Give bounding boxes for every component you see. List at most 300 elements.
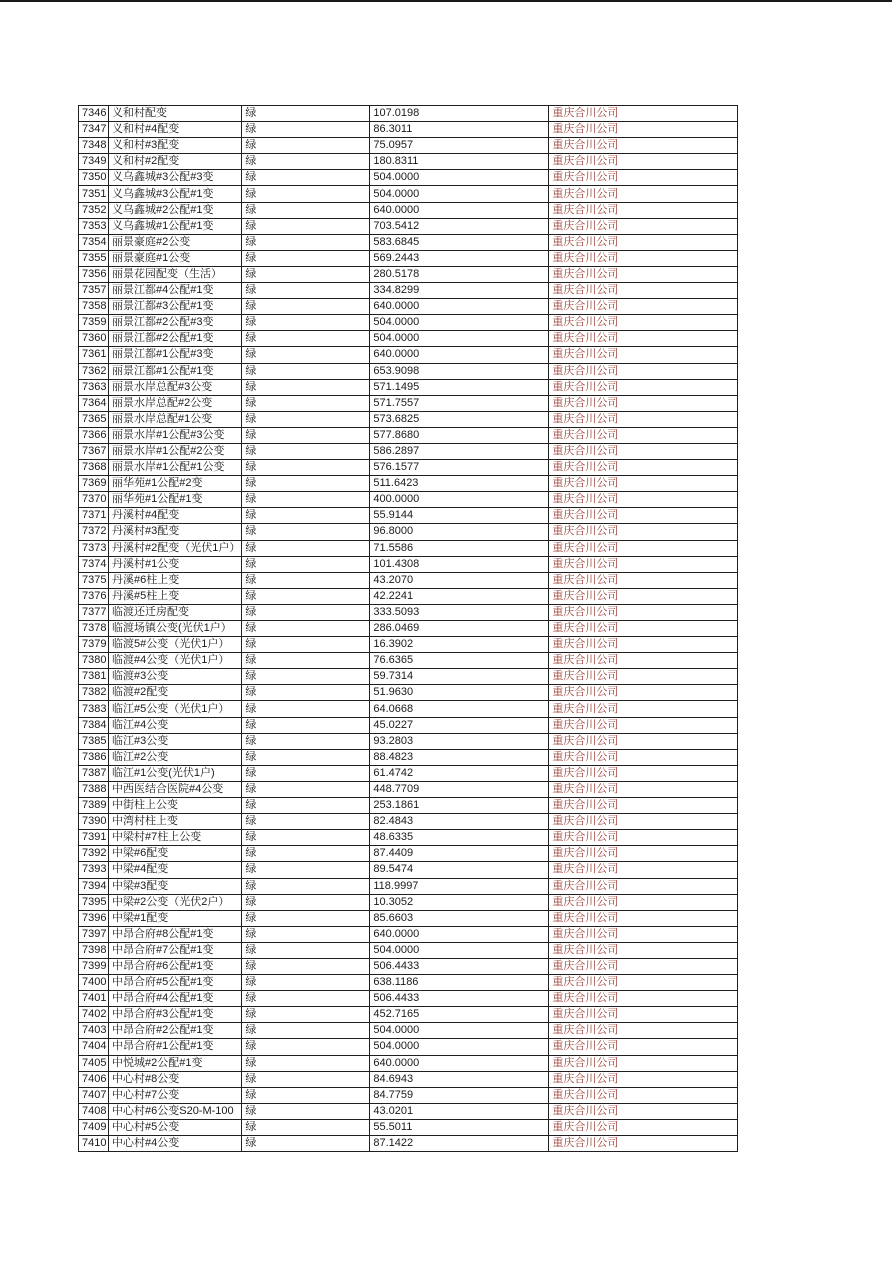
cell-status: 绿	[242, 476, 370, 492]
cell-status: 绿	[242, 604, 370, 620]
cell-status: 绿	[242, 347, 370, 363]
cell-value: 71.5586	[370, 540, 549, 556]
cell-name: 临江#2公变	[109, 749, 242, 765]
cell-name: 义乌鑫城#3公配#3变	[109, 170, 242, 186]
table-row	[79, 798, 738, 814]
cell-name: 中心村#6公变S20-M-100	[109, 1103, 242, 1119]
cell-company: 重庆合川公司	[549, 476, 738, 492]
table-row	[79, 942, 738, 958]
cell-status: 绿	[242, 926, 370, 942]
cell-value: 506.4433	[370, 991, 549, 1007]
table-row	[79, 894, 738, 910]
cell-row-id: 7369	[79, 476, 109, 492]
cell-name: 丽景江都#3公配#1变	[109, 299, 242, 315]
cell-value: 87.1422	[370, 1136, 549, 1152]
cell-row-id: 7390	[79, 814, 109, 830]
cell-status: 绿	[242, 942, 370, 958]
cell-row-id: 7356	[79, 266, 109, 282]
cell-name: 中昂合府#7公配#1变	[109, 942, 242, 958]
cell-value: 280.5178	[370, 266, 549, 282]
cell-row-id: 7349	[79, 154, 109, 170]
cell-status: 绿	[242, 1023, 370, 1039]
cell-row-id: 7363	[79, 379, 109, 395]
cell-name: 中梁#6配变	[109, 846, 242, 862]
cell-company: 重庆合川公司	[549, 685, 738, 701]
cell-name: 丽景江都#2公配#3变	[109, 315, 242, 331]
cell-value: 586.2897	[370, 443, 549, 459]
cell-name: 中心村#4公变	[109, 1136, 242, 1152]
cell-row-id: 7360	[79, 331, 109, 347]
cell-status: 绿	[242, 122, 370, 138]
cell-status: 绿	[242, 460, 370, 476]
cell-row-id: 7408	[79, 1103, 109, 1119]
table-row	[79, 830, 738, 846]
table-row	[79, 299, 738, 315]
cell-value: 43.0201	[370, 1103, 549, 1119]
cell-name: 临江#5公变（光伏1户）	[109, 701, 242, 717]
table-row	[79, 476, 738, 492]
table-row	[79, 331, 738, 347]
table-row	[79, 975, 738, 991]
cell-value: 569.2443	[370, 250, 549, 266]
table-row	[79, 1087, 738, 1103]
cell-value: 96.8000	[370, 524, 549, 540]
cell-row-id: 7394	[79, 878, 109, 894]
cell-value: 10.3052	[370, 894, 549, 910]
cell-company: 重庆合川公司	[549, 604, 738, 620]
cell-company: 重庆合川公司	[549, 1103, 738, 1119]
cell-value: 59.7314	[370, 669, 549, 685]
cell-status: 绿	[242, 717, 370, 733]
table-row	[79, 1039, 738, 1055]
table-row	[79, 878, 738, 894]
cell-company: 重庆合川公司	[549, 283, 738, 299]
cell-row-id: 7403	[79, 1023, 109, 1039]
cell-status: 绿	[242, 749, 370, 765]
transformer-table	[78, 105, 738, 1152]
cell-name: 义乌鑫城#3公配#1变	[109, 186, 242, 202]
cell-name: 丽景水岸#1公配#2公变	[109, 443, 242, 459]
cell-company: 重庆合川公司	[549, 202, 738, 218]
cell-status: 绿	[242, 524, 370, 540]
cell-company: 重庆合川公司	[549, 556, 738, 572]
table-row	[79, 363, 738, 379]
cell-row-id: 7364	[79, 395, 109, 411]
cell-status: 绿	[242, 154, 370, 170]
cell-value: 87.4409	[370, 846, 549, 862]
cell-row-id: 7353	[79, 218, 109, 234]
cell-row-id: 7389	[79, 798, 109, 814]
table-row	[79, 250, 738, 266]
cell-name: 丽景江都#4公配#1变	[109, 283, 242, 299]
cell-name: 丹溪村#1公变	[109, 556, 242, 572]
cell-company: 重庆合川公司	[549, 588, 738, 604]
cell-value: 48.6335	[370, 830, 549, 846]
cell-status: 绿	[242, 798, 370, 814]
cell-company: 重庆合川公司	[549, 186, 738, 202]
cell-status: 绿	[242, 315, 370, 331]
cell-value: 504.0000	[370, 942, 549, 958]
table-row	[79, 733, 738, 749]
table-row	[79, 170, 738, 186]
cell-value: 452.7165	[370, 1007, 549, 1023]
cell-name: 中心村#5公变	[109, 1119, 242, 1135]
cell-name: 义和村配变	[109, 106, 242, 122]
cell-value: 88.4823	[370, 749, 549, 765]
table-row	[79, 315, 738, 331]
cell-value: 334.8299	[370, 283, 549, 299]
cell-status: 绿	[242, 846, 370, 862]
cell-company: 重庆合川公司	[549, 218, 738, 234]
cell-name: 义和村#3配变	[109, 138, 242, 154]
cell-value: 640.0000	[370, 202, 549, 218]
cell-company: 重庆合川公司	[549, 347, 738, 363]
cell-company: 重庆合川公司	[549, 846, 738, 862]
cell-name: 丽景江都#2公配#1变	[109, 331, 242, 347]
cell-value: 84.7759	[370, 1087, 549, 1103]
cell-value: 101.4308	[370, 556, 549, 572]
cell-name: 中昂合府#5公配#1变	[109, 975, 242, 991]
cell-company: 重庆合川公司	[549, 878, 738, 894]
cell-name: 中梁#2公变（光伏2户）	[109, 894, 242, 910]
cell-row-id: 7410	[79, 1136, 109, 1152]
cell-status: 绿	[242, 1071, 370, 1087]
cell-status: 绿	[242, 202, 370, 218]
cell-company: 重庆合川公司	[549, 1136, 738, 1152]
table-row	[79, 106, 738, 122]
table-row	[79, 1136, 738, 1152]
cell-name: 丽华苑#1公配#1变	[109, 492, 242, 508]
cell-value: 16.3902	[370, 637, 549, 653]
cell-name: 丽景豪庭#1公变	[109, 250, 242, 266]
cell-name: 丽景水岸总配#3公变	[109, 379, 242, 395]
cell-company: 重庆合川公司	[549, 621, 738, 637]
cell-value: 448.7709	[370, 781, 549, 797]
cell-name: 丽景江都#1公配#1变	[109, 363, 242, 379]
cell-row-id: 7358	[79, 299, 109, 315]
cell-row-id: 7379	[79, 637, 109, 653]
cell-row-id: 7388	[79, 781, 109, 797]
cell-value: 504.0000	[370, 170, 549, 186]
cell-name: 临江#4公变	[109, 717, 242, 733]
cell-company: 重庆合川公司	[549, 717, 738, 733]
cell-value: 75.0957	[370, 138, 549, 154]
table-row	[79, 427, 738, 443]
cell-company: 重庆合川公司	[549, 975, 738, 991]
cell-name: 中昂合府#2公配#1变	[109, 1023, 242, 1039]
cell-value: 640.0000	[370, 1055, 549, 1071]
cell-name: 丽景水岸#1公配#1公变	[109, 460, 242, 476]
table-row	[79, 781, 738, 797]
cell-status: 绿	[242, 621, 370, 637]
cell-status: 绿	[242, 186, 370, 202]
cell-value: 180.8311	[370, 154, 549, 170]
cell-company: 重庆合川公司	[549, 701, 738, 717]
cell-company: 重庆合川公司	[549, 894, 738, 910]
cell-name: 中昂合府#3公配#1变	[109, 1007, 242, 1023]
cell-status: 绿	[242, 910, 370, 926]
cell-company: 重庆合川公司	[549, 1055, 738, 1071]
cell-value: 64.0668	[370, 701, 549, 717]
cell-status: 绿	[242, 508, 370, 524]
cell-row-id: 7407	[79, 1087, 109, 1103]
table-row	[79, 186, 738, 202]
cell-status: 绿	[242, 814, 370, 830]
cell-row-id: 7375	[79, 572, 109, 588]
cell-company: 重庆合川公司	[549, 395, 738, 411]
cell-name: 中梁#1配变	[109, 910, 242, 926]
table-row	[79, 508, 738, 524]
cell-company: 重庆合川公司	[549, 379, 738, 395]
cell-row-id: 7380	[79, 653, 109, 669]
cell-value: 577.8680	[370, 427, 549, 443]
cell-value: 86.3011	[370, 122, 549, 138]
cell-value: 571.1495	[370, 379, 549, 395]
cell-company: 重庆合川公司	[549, 669, 738, 685]
cell-name: 丹溪村#2配变（光伏1户）	[109, 540, 242, 556]
cell-row-id: 7361	[79, 347, 109, 363]
cell-row-id: 7395	[79, 894, 109, 910]
cell-name: 临渡#2配变	[109, 685, 242, 701]
cell-company: 重庆合川公司	[549, 798, 738, 814]
table-row	[79, 411, 738, 427]
table-row	[79, 347, 738, 363]
cell-row-id: 7382	[79, 685, 109, 701]
cell-status: 绿	[242, 283, 370, 299]
table-row	[79, 717, 738, 733]
table-row	[79, 653, 738, 669]
cell-status: 绿	[242, 443, 370, 459]
cell-row-id: 7378	[79, 621, 109, 637]
cell-status: 绿	[242, 331, 370, 347]
cell-status: 绿	[242, 733, 370, 749]
cell-company: 重庆合川公司	[549, 572, 738, 588]
cell-company: 重庆合川公司	[549, 1087, 738, 1103]
cell-value: 640.0000	[370, 926, 549, 942]
table-row	[79, 283, 738, 299]
cell-value: 504.0000	[370, 315, 549, 331]
cell-row-id: 7392	[79, 846, 109, 862]
cell-status: 绿	[242, 266, 370, 282]
cell-value: 576.1577	[370, 460, 549, 476]
cell-status: 绿	[242, 572, 370, 588]
cell-name: 临江#1公变(光伏1户)	[109, 765, 242, 781]
cell-name: 中街柱上公变	[109, 798, 242, 814]
cell-status: 绿	[242, 765, 370, 781]
cell-status: 绿	[242, 234, 370, 250]
cell-row-id: 7385	[79, 733, 109, 749]
cell-row-id: 7383	[79, 701, 109, 717]
cell-name: 中湾村柱上变	[109, 814, 242, 830]
cell-row-id: 7365	[79, 411, 109, 427]
table-row	[79, 991, 738, 1007]
cell-row-id: 7376	[79, 588, 109, 604]
table-row	[79, 701, 738, 717]
cell-row-id: 7352	[79, 202, 109, 218]
cell-row-id: 7367	[79, 443, 109, 459]
cell-status: 绿	[242, 138, 370, 154]
cell-status: 绿	[242, 637, 370, 653]
table-row	[79, 1007, 738, 1023]
table-row	[79, 556, 738, 572]
table-row	[79, 524, 738, 540]
cell-value: 571.7557	[370, 395, 549, 411]
cell-value: 42.2241	[370, 588, 549, 604]
table-row	[79, 1055, 738, 1071]
cell-name: 义乌鑫城#1公配#1变	[109, 218, 242, 234]
cell-row-id: 7401	[79, 991, 109, 1007]
cell-status: 绿	[242, 427, 370, 443]
cell-status: 绿	[242, 106, 370, 122]
cell-name: 中梁#4配变	[109, 862, 242, 878]
cell-company: 重庆合川公司	[549, 427, 738, 443]
cell-status: 绿	[242, 781, 370, 797]
cell-row-id: 7396	[79, 910, 109, 926]
cell-company: 重庆合川公司	[549, 942, 738, 958]
cell-company: 重庆合川公司	[549, 234, 738, 250]
cell-status: 绿	[242, 653, 370, 669]
cell-row-id: 7406	[79, 1071, 109, 1087]
cell-company: 重庆合川公司	[549, 492, 738, 508]
cell-company: 重庆合川公司	[549, 1119, 738, 1135]
cell-value: 286.0469	[370, 621, 549, 637]
cell-status: 绿	[242, 588, 370, 604]
cell-name: 丹溪#6柱上变	[109, 572, 242, 588]
cell-company: 重庆合川公司	[549, 1071, 738, 1087]
cell-value: 638.1186	[370, 975, 549, 991]
table-row	[79, 154, 738, 170]
cell-row-id: 7372	[79, 524, 109, 540]
table-row	[79, 814, 738, 830]
cell-name: 丹溪#5柱上变	[109, 588, 242, 604]
table-row	[79, 492, 738, 508]
cell-company: 重庆合川公司	[549, 411, 738, 427]
cell-row-id: 7393	[79, 862, 109, 878]
table-row	[79, 395, 738, 411]
cell-company: 重庆合川公司	[549, 540, 738, 556]
cell-row-id: 7377	[79, 604, 109, 620]
table-row	[79, 637, 738, 653]
cell-name: 义和村#2配变	[109, 154, 242, 170]
cell-row-id: 7404	[79, 1039, 109, 1055]
cell-value: 43.2070	[370, 572, 549, 588]
cell-row-id: 7405	[79, 1055, 109, 1071]
cell-status: 绿	[242, 701, 370, 717]
cell-company: 重庆合川公司	[549, 138, 738, 154]
cell-company: 重庆合川公司	[549, 363, 738, 379]
table-row	[79, 379, 738, 395]
cell-status: 绿	[242, 975, 370, 991]
cell-status: 绿	[242, 540, 370, 556]
cell-company: 重庆合川公司	[549, 991, 738, 1007]
cell-status: 绿	[242, 363, 370, 379]
cell-company: 重庆合川公司	[549, 170, 738, 186]
cell-name: 中梁村#7柱上公变	[109, 830, 242, 846]
cell-name: 临渡还迁房配变	[109, 604, 242, 620]
cell-name: 中梁#3配变	[109, 878, 242, 894]
cell-status: 绿	[242, 991, 370, 1007]
transformer-table-body	[79, 106, 738, 1152]
cell-name: 丽景水岸总配#2公变	[109, 395, 242, 411]
table-row	[79, 266, 738, 282]
page-top-edge-line	[0, 0, 892, 2]
cell-status: 绿	[242, 669, 370, 685]
cell-status: 绿	[242, 379, 370, 395]
cell-company: 重庆合川公司	[549, 958, 738, 974]
cell-value: 504.0000	[370, 1039, 549, 1055]
table-row	[79, 540, 738, 556]
cell-row-id: 7371	[79, 508, 109, 524]
cell-value: 703.5412	[370, 218, 549, 234]
cell-row-id: 7387	[79, 765, 109, 781]
table-row	[79, 846, 738, 862]
cell-value: 107.0198	[370, 106, 549, 122]
cell-name: 中昂合府#4公配#1变	[109, 991, 242, 1007]
cell-value: 511.6423	[370, 476, 549, 492]
cell-status: 绿	[242, 1087, 370, 1103]
cell-status: 绿	[242, 1136, 370, 1152]
table-row	[79, 958, 738, 974]
cell-name: 中西医结合医院#4公变	[109, 781, 242, 797]
cell-value: 85.6603	[370, 910, 549, 926]
table-row	[79, 572, 738, 588]
cell-name: 丽景花园配变（生活）	[109, 266, 242, 282]
cell-row-id: 7398	[79, 942, 109, 958]
cell-value: 504.0000	[370, 1023, 549, 1039]
cell-row-id: 7400	[79, 975, 109, 991]
cell-company: 重庆合川公司	[549, 524, 738, 540]
cell-company: 重庆合川公司	[549, 460, 738, 476]
cell-status: 绿	[242, 894, 370, 910]
cell-company: 重庆合川公司	[549, 814, 738, 830]
cell-status: 绿	[242, 1055, 370, 1071]
cell-row-id: 7348	[79, 138, 109, 154]
cell-row-id: 7347	[79, 122, 109, 138]
cell-name: 丽华苑#1公配#2变	[109, 476, 242, 492]
cell-row-id: 7402	[79, 1007, 109, 1023]
cell-name: 丽景江都#1公配#3变	[109, 347, 242, 363]
cell-value: 640.0000	[370, 299, 549, 315]
table-row	[79, 621, 738, 637]
cell-status: 绿	[242, 411, 370, 427]
cell-value: 89.5474	[370, 862, 549, 878]
cell-status: 绿	[242, 299, 370, 315]
cell-name: 丽景豪庭#2公变	[109, 234, 242, 250]
cell-company: 重庆合川公司	[549, 862, 738, 878]
cell-value: 253.1861	[370, 798, 549, 814]
cell-row-id: 7366	[79, 427, 109, 443]
cell-value: 55.9144	[370, 508, 549, 524]
cell-value: 504.0000	[370, 331, 549, 347]
cell-name: 义和村#4配变	[109, 122, 242, 138]
cell-company: 重庆合川公司	[549, 1023, 738, 1039]
cell-value: 653.9098	[370, 363, 549, 379]
cell-company: 重庆合川公司	[549, 910, 738, 926]
table-row	[79, 926, 738, 942]
cell-row-id: 7381	[79, 669, 109, 685]
cell-company: 重庆合川公司	[549, 266, 738, 282]
table-row	[79, 685, 738, 701]
cell-name: 中昂合府#6公配#1变	[109, 958, 242, 974]
table-row	[79, 1103, 738, 1119]
cell-name: 中心村#8公变	[109, 1071, 242, 1087]
cell-value: 61.4742	[370, 765, 549, 781]
table-row	[79, 122, 738, 138]
cell-status: 绿	[242, 830, 370, 846]
table-row	[79, 669, 738, 685]
cell-row-id: 7351	[79, 186, 109, 202]
cell-row-id: 7386	[79, 749, 109, 765]
